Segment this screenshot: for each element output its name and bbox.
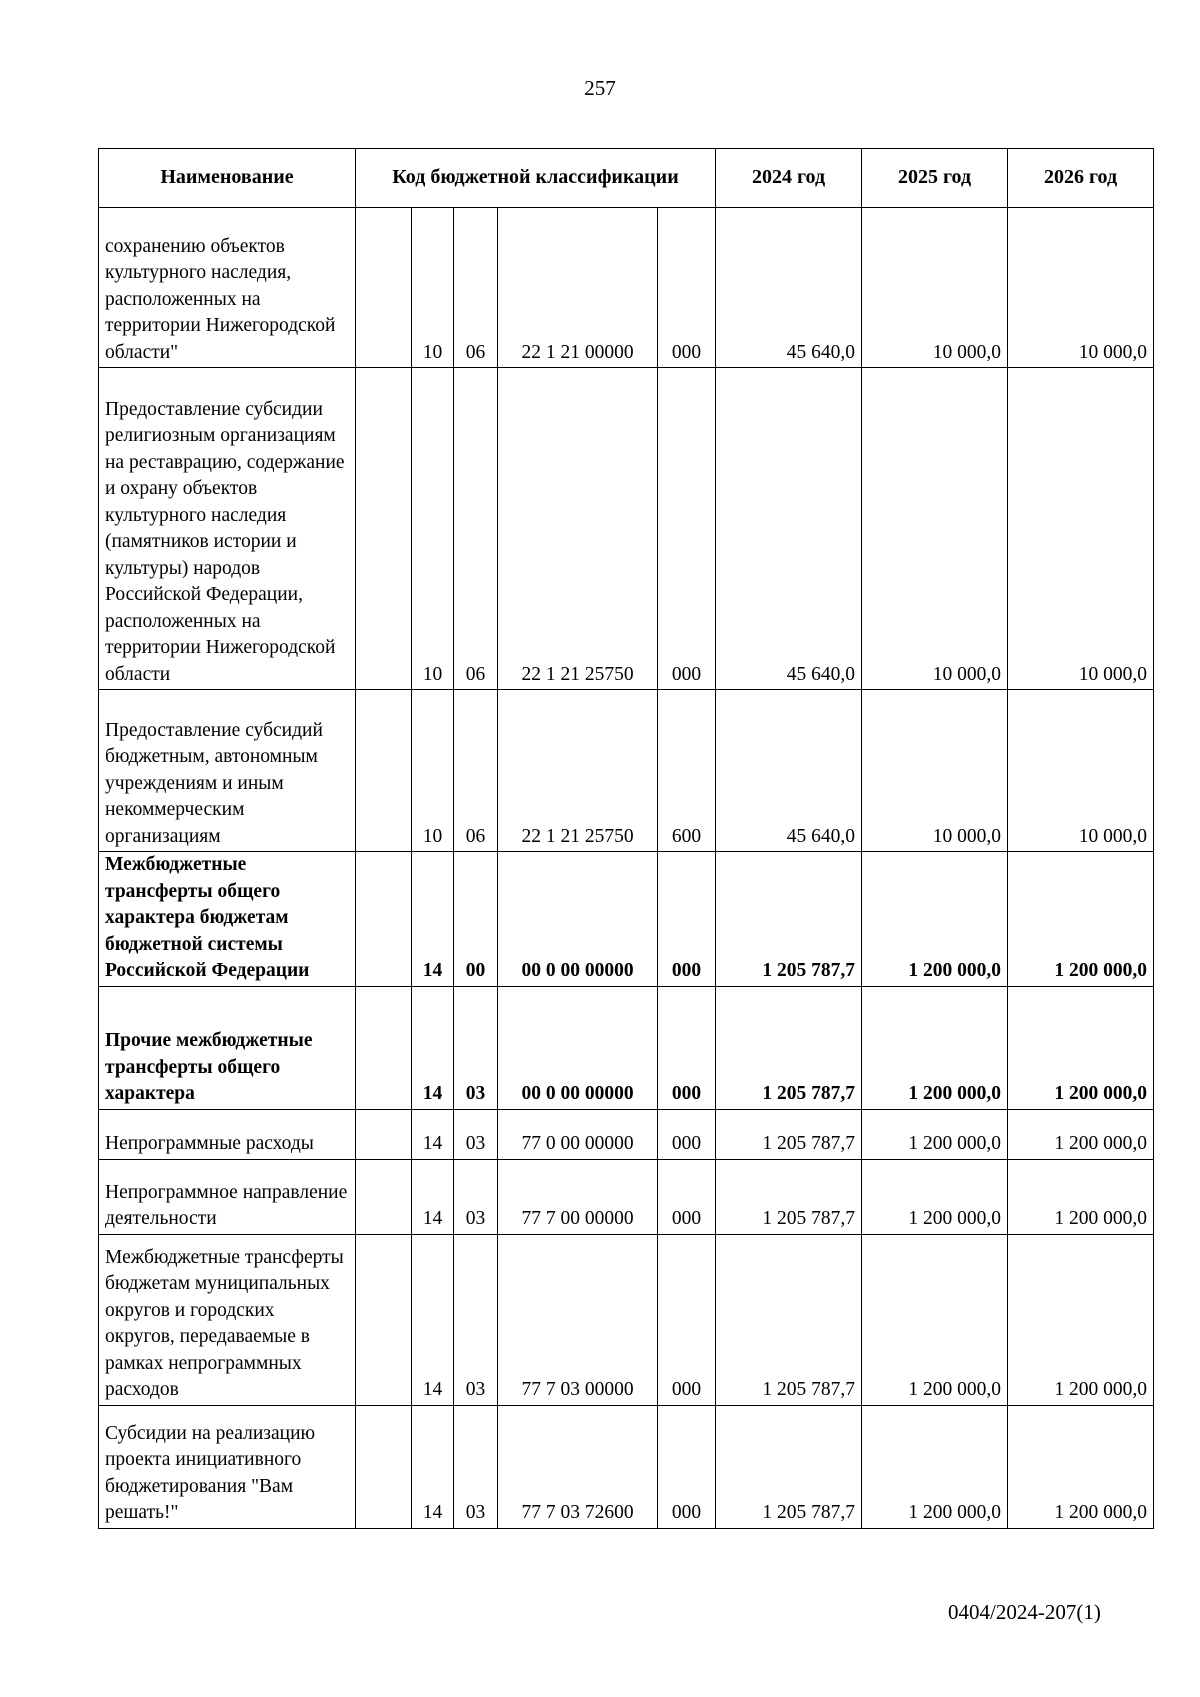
code-subsection: 06: [454, 208, 498, 368]
document-code: 0404/2024-207(1): [948, 1600, 1101, 1624]
code-expense-type: 600: [658, 690, 716, 852]
header-2024: 2024 год: [716, 149, 862, 208]
row-name: Предоставление субсидий бюджетным, автономным учреждениям и иным некоммерческим организациям: [99, 690, 356, 852]
row-name: Межбюджетные трансферты общего характера бюджетам бюджетной системы Российской Федерации: [99, 852, 356, 987]
code-expense-type: 000: [658, 1109, 716, 1159]
value-2026: 1 200 000,0: [1008, 1234, 1154, 1405]
value-2025: 1 200 000,0: [862, 852, 1008, 987]
code-section: 10: [412, 690, 454, 852]
code-expense-type: 000: [658, 368, 716, 690]
table-row: [99, 208, 1154, 368]
row-name: Непрограммные расходы: [99, 1109, 356, 1159]
table-row: [99, 1109, 1154, 1159]
value-2024: 45 640,0: [716, 208, 862, 368]
table-row: [99, 368, 1154, 690]
table-row: [99, 1405, 1154, 1528]
header-name: Наименование: [99, 149, 356, 208]
table-body: [99, 208, 1154, 1529]
code-expense-type: 000: [658, 208, 716, 368]
value-2025: 1 200 000,0: [862, 1109, 1008, 1159]
row-name: Прочие межбюджетные трансферты общего характера: [99, 986, 356, 1109]
value-2026: 10 000,0: [1008, 208, 1154, 368]
value-2025: 1 200 000,0: [862, 1234, 1008, 1405]
value-2024: 1 205 787,7: [716, 852, 862, 987]
value-2026: 1 200 000,0: [1008, 1159, 1154, 1234]
code-section-blank: [356, 208, 412, 368]
code-section-blank: [356, 368, 412, 690]
value-2024: 45 640,0: [716, 690, 862, 852]
code-subsection: 00: [454, 852, 498, 987]
code-expense-type: 000: [658, 1159, 716, 1234]
code-subsection: 03: [454, 986, 498, 1109]
code-subsection: 06: [454, 368, 498, 690]
value-2026: 1 200 000,0: [1008, 986, 1154, 1109]
table-row: [99, 690, 1154, 852]
table-row: [99, 852, 1154, 987]
value-2025: 1 200 000,0: [862, 1159, 1008, 1234]
code-section: 14: [412, 1159, 454, 1234]
value-2025: 1 200 000,0: [862, 986, 1008, 1109]
value-2024: 1 205 787,7: [716, 1159, 862, 1234]
code-target-article: 00 0 00 00000: [498, 986, 658, 1109]
row-name: сохранению объектов культурного наследия, расположенных на территории Нижегородской области": [99, 208, 356, 368]
code-section-blank: [356, 986, 412, 1109]
code-section: 14: [412, 1234, 454, 1405]
code-subsection: 03: [454, 1405, 498, 1528]
code-section-blank: [356, 1234, 412, 1405]
code-expense-type: 000: [658, 852, 716, 987]
value-2024: 1 205 787,7: [716, 1234, 862, 1405]
row-name: Межбюджетные трансферты бюджетам муниципальных округов и городских округов, передаваемые в рамках непрограммных расходов: [99, 1234, 356, 1405]
code-target-article: 77 7 00 00000: [498, 1159, 658, 1234]
value-2026: 10 000,0: [1008, 368, 1154, 690]
code-target-article: 77 7 03 72600: [498, 1405, 658, 1528]
code-section: 14: [412, 1109, 454, 1159]
code-subsection: 03: [454, 1109, 498, 1159]
header-2025: 2025 год: [862, 149, 1008, 208]
value-2025: 10 000,0: [862, 690, 1008, 852]
code-target-article: 22 1 21 25750: [498, 368, 658, 690]
table-header-row: [99, 149, 1154, 208]
table-row: [99, 1234, 1154, 1405]
budget-table: [98, 148, 1154, 1529]
value-2024: 1 205 787,7: [716, 986, 862, 1109]
code-target-article: 00 0 00 00000: [498, 852, 658, 987]
value-2025: 1 200 000,0: [862, 1405, 1008, 1528]
code-section: 10: [412, 208, 454, 368]
code-subsection: 06: [454, 690, 498, 852]
value-2024: 45 640,0: [716, 368, 862, 690]
header-2026: 2026 год: [1008, 149, 1154, 208]
code-section-blank: [356, 1159, 412, 1234]
value-2026: 1 200 000,0: [1008, 852, 1154, 987]
value-2024: 1 205 787,7: [716, 1109, 862, 1159]
code-subsection: 03: [454, 1234, 498, 1405]
code-target-article: 22 1 21 00000: [498, 208, 658, 368]
value-2025: 10 000,0: [862, 368, 1008, 690]
page-number: 257: [584, 76, 616, 100]
code-section: 14: [412, 1405, 454, 1528]
code-section-blank: [356, 690, 412, 852]
value-2024: 1 205 787,7: [716, 1405, 862, 1528]
row-name: Непрограммное направление деятельности: [99, 1159, 356, 1234]
code-target-article: 77 7 03 00000: [498, 1234, 658, 1405]
code-section: 10: [412, 368, 454, 690]
code-section-blank: [356, 1405, 412, 1528]
code-subsection: 03: [454, 1159, 498, 1234]
code-section: 14: [412, 986, 454, 1109]
value-2026: 10 000,0: [1008, 690, 1154, 852]
row-name: Предоставление субсидии религиозным организациям на реставрацию, содержание и охрану объектов культурного наследия (памятников истории и культуры) народов Российской Федерации, расположенных на территории Нижегородской области: [99, 368, 356, 690]
code-target-article: 77 0 00 00000: [498, 1109, 658, 1159]
code-section-blank: [356, 852, 412, 987]
row-name: Субсидии на реализацию проекта инициативного бюджетирования "Вам решать!": [99, 1405, 356, 1528]
table-row: [99, 986, 1154, 1109]
header-code: Код бюджетной классификации: [356, 149, 716, 208]
code-expense-type: 000: [658, 986, 716, 1109]
code-expense-type: 000: [658, 1405, 716, 1528]
table-row: [99, 1159, 1154, 1234]
code-section-blank: [356, 1109, 412, 1159]
code-section: 14: [412, 852, 454, 987]
value-2025: 10 000,0: [862, 208, 1008, 368]
code-expense-type: 000: [658, 1234, 716, 1405]
value-2026: 1 200 000,0: [1008, 1405, 1154, 1528]
value-2026: 1 200 000,0: [1008, 1109, 1154, 1159]
code-target-article: 22 1 21 25750: [498, 690, 658, 852]
